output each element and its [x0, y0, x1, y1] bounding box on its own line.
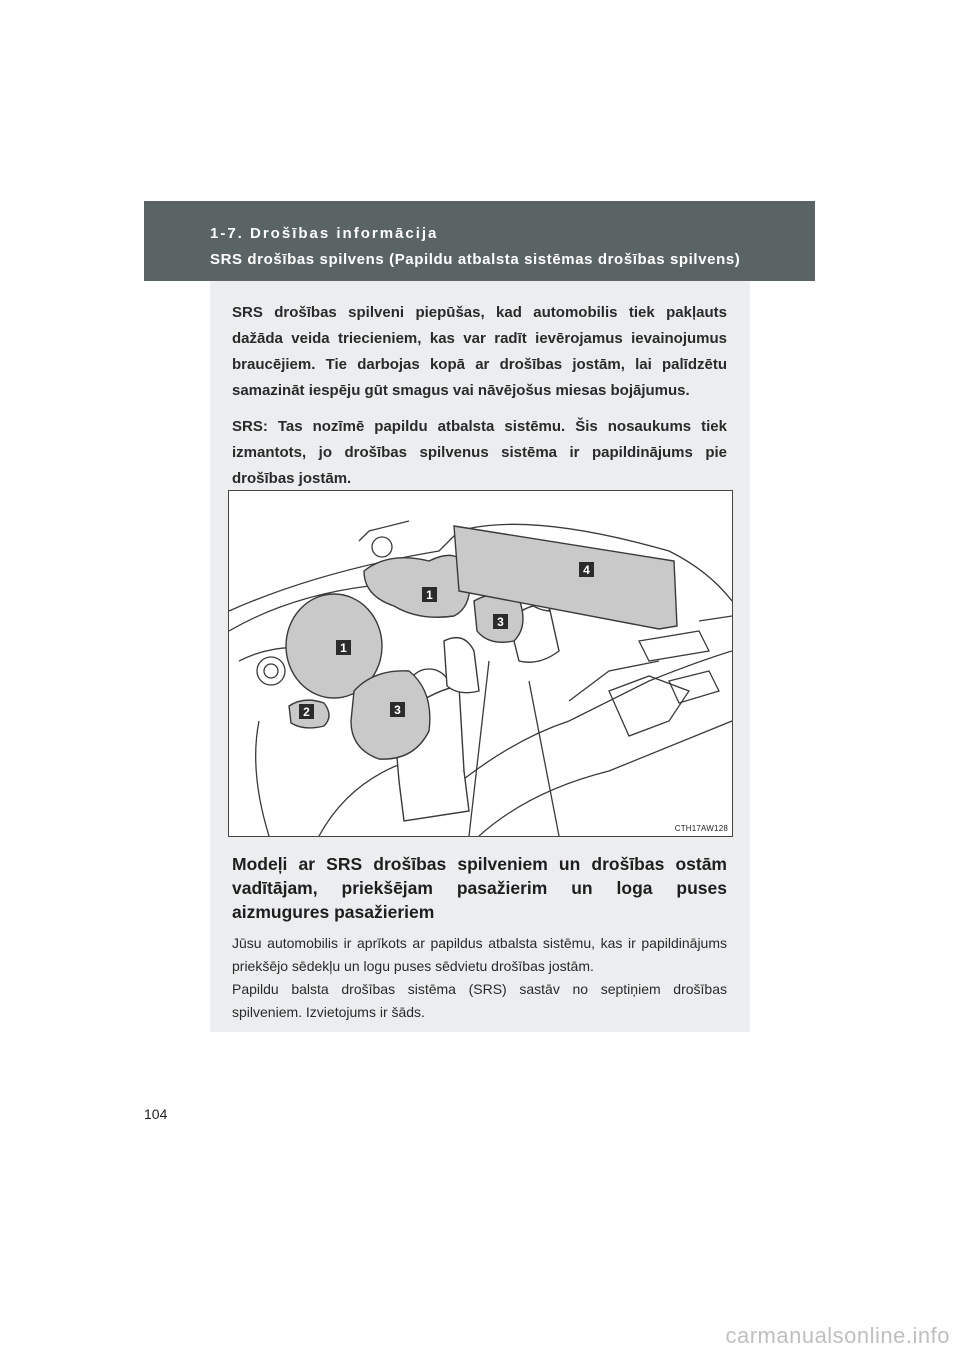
callout-1a [422, 587, 437, 602]
watermark: carmanualsonline.info [725, 1323, 950, 1348]
airbag-diagram [229, 491, 732, 836]
svg-text:2: 2 [303, 705, 310, 719]
body-paragraph-1: Jūsu automobilis ir aprīkots ar papildus atbalsta sistēmu, kas ir papildinājums priekšējo sēdekļu un logu puses sēdvietu drošības jostām. [232, 935, 727, 974]
page-title: SRS drošības spilvens (Papildu atbalsta sistēmas drošības spilvens) [210, 251, 741, 268]
body-paragraph-2: Papildu balsta drošības sistēma (SRS) sastāv no septiņiem drošības spilveniem. Izvietojums ir šāds. [232, 981, 727, 1020]
callout-2 [299, 704, 314, 719]
intro-paragraph-2: SRS: Tas nozīmē papildu atbalsta sistēmu. Šis nosaukums tiek izmantots, jo drošības spilvenus sistēma ir papildinājums pie drošības jostām. [232, 418, 727, 487]
callout-1b [336, 640, 351, 655]
svg-text:1: 1 [426, 588, 433, 602]
figure-code: CTH17AW128 [674, 824, 728, 833]
page-number: 104 [144, 1106, 168, 1122]
intro-text [232, 300, 727, 502]
passenger-airbag [364, 555, 470, 617]
svg-text:3: 3 [394, 703, 401, 717]
svg-text:3: 3 [497, 615, 504, 629]
content-panel [210, 281, 750, 1032]
callout-4 [579, 562, 594, 577]
intro-paragraph-1: SRS drošības spilveni piepūšas, kad automobilis tiek pakļauts dažāda veida triecieniem, kas var radīt ievērojamus ievainojumus braucējiem. Tie darbojas kopā ar drošības jostām, lai palīdzētu samazināt iespēju gūt smagus vai nāvējošus miesas bojājumus. [232, 304, 727, 399]
svg-text:1: 1 [340, 641, 347, 655]
callout-3a [493, 614, 508, 629]
section-label: 1-7. Drošības informācija [210, 225, 439, 242]
section-subheading: Modeļi ar SRS drošības spilveniem un drošības ostām vadītājam, priekšējam pasažierim un loga puses aizmugures pasažieriem [232, 854, 727, 922]
callout-3b [390, 702, 405, 717]
svg-text:4: 4 [583, 563, 590, 577]
body-text [232, 932, 727, 1024]
airbag-illustration [228, 490, 733, 837]
section-header [144, 201, 815, 281]
